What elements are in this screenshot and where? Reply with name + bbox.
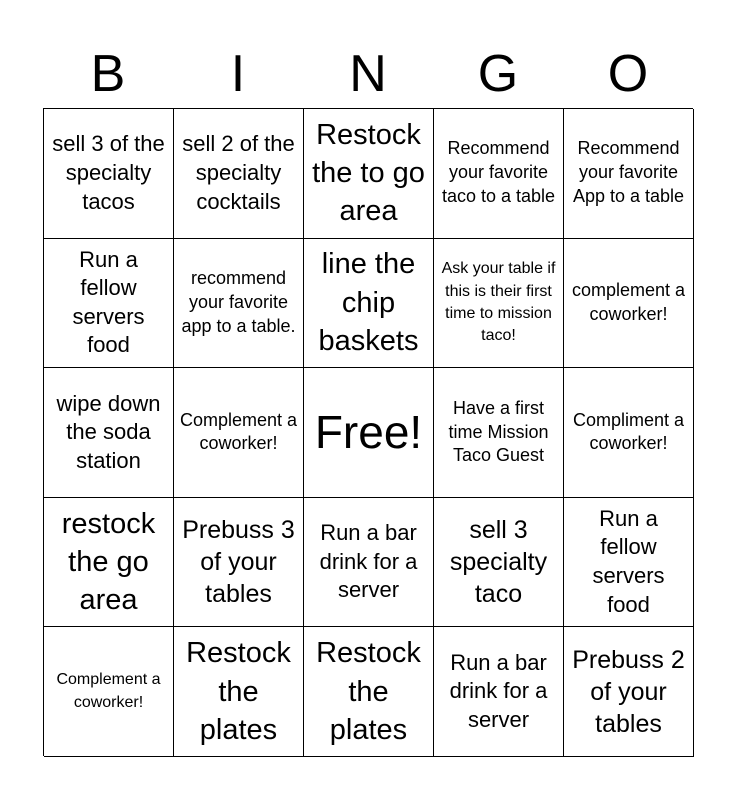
bingo-cell-r4-c4[interactable]: sell 3 specialty taco [434, 498, 564, 628]
bingo-cell-r5-c4[interactable]: Run a bar drink for a server [434, 627, 564, 757]
bingo-board [43, 108, 693, 756]
bingo-cell-r4-c3[interactable]: Run a bar drink for a server [304, 498, 434, 628]
bingo-cell-r5-c3[interactable]: Restock the plates [304, 627, 434, 757]
bingo-cell-r4-c1[interactable]: restock the go area [44, 498, 174, 628]
bingo-cell-free[interactable]: Free! [304, 368, 434, 498]
bingo-cell-r3-c1[interactable]: wipe down the soda station [44, 368, 174, 498]
bingo-cell-r1-c2[interactable]: sell 2 of the specialty cocktails [174, 109, 304, 239]
header-letter-g: G [477, 45, 519, 103]
bingo-cell-r1-c3[interactable]: Restock the to go area [304, 109, 434, 239]
bingo-cell-r3-c2[interactable]: Complement a coworker! [174, 368, 304, 498]
bingo-cell-r5-c5[interactable]: Prebuss 2 of your tables [564, 627, 694, 757]
header-letter-b: B [90, 45, 126, 103]
header-letter-n: N [349, 45, 387, 103]
bingo-cell-r1-c4[interactable]: Recommend your favorite taco to a table [434, 109, 564, 239]
bingo-cell-r5-c1[interactable]: Complement a coworker! [44, 627, 174, 757]
bingo-cell-r3-c5[interactable]: Compliment a coworker! [564, 368, 694, 498]
bingo-cell-r1-c5[interactable]: Recommend your favorite App to a table [564, 109, 694, 239]
bingo-cell-r1-c1[interactable]: sell 3 of the specialty tacos [44, 109, 174, 239]
bingo-header [43, 40, 693, 108]
header-letter-i: I [230, 45, 246, 103]
bingo-cell-r2-c1[interactable]: Run a fellow servers food [44, 239, 174, 369]
bingo-cell-r3-c4[interactable]: Have a first time Mission Taco Guest [434, 368, 564, 498]
bingo-cell-r2-c2[interactable]: recommend your favorite app to a table. [174, 239, 304, 369]
bingo-cell-r2-c4[interactable]: Ask your table if this is their first time to mission taco! [434, 239, 564, 369]
bingo-cell-r4-c2[interactable]: Prebuss 3 of your tables [174, 498, 304, 628]
bingo-cell-r2-c3[interactable]: line the chip baskets [304, 239, 434, 369]
bingo-cell-r4-c5[interactable]: Run a fellow servers food [564, 498, 694, 628]
bingo-cell-r5-c2[interactable]: Restock the plates [174, 627, 304, 757]
bingo-cell-r2-c5[interactable]: complement a coworker! [564, 239, 694, 369]
header-letter-o: O [607, 45, 649, 103]
